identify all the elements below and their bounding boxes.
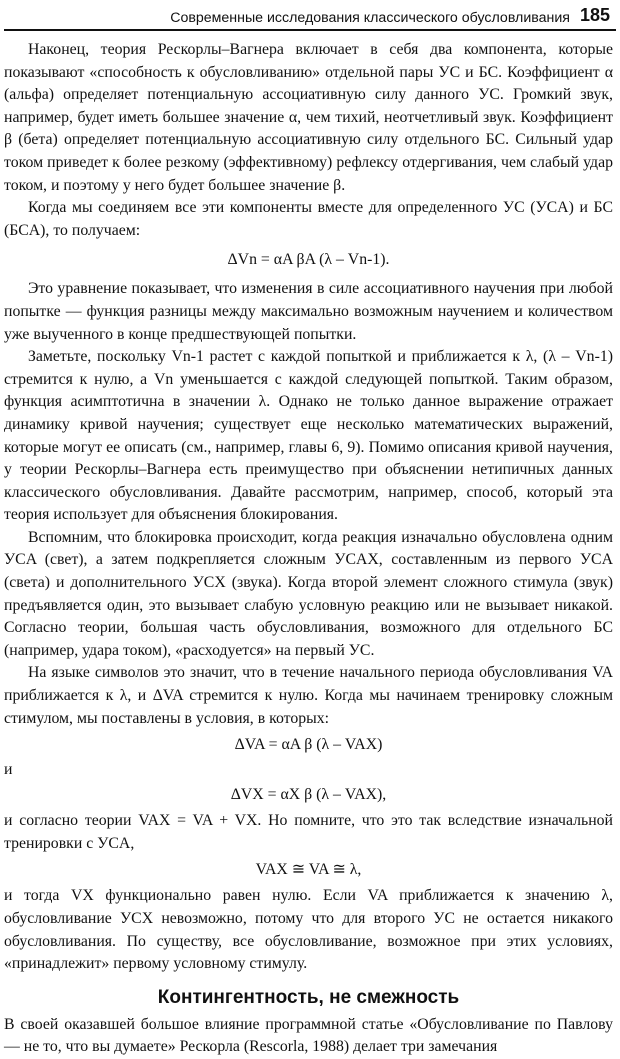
paragraph-1: Наконец, теория Рескорлы–Вагнера включает в себя два компонента, которые показывают «способность к обусловливанию» отдельной пары УС и БС. Коэффициент α (альфа) определяет потенциальную ассоциативную силу данного УС. Громкий звук, например, будет иметь большее значение α, чем тихий, неотчетливый звук. Коэффициент β (бета) определяет потенциальную ассоциативную силу отдельного БС. Сильный удар током приведет к более резкому (эффективному) рефлексу отдергивания, чем слабый удар током, и поэтому у него будет большее значение β. [4, 41, 613, 194]
paragraph-9: В своей оказавшей большое влияние программной статье «Обусловливание по Павлову — не то, что вы думаете» Рескорла (Rescorla, 1988) делает три замечания [4, 1015, 613, 1056]
paragraph-6: На языке символов это значит, что в течение начального периода обусловливания VA приближается к λ, и ΔVA стремится к нулю. Когда мы начинаем тренировку сложным стимулом, мы поставлены в условия, в которых: [4, 664, 613, 727]
paragraph-7: и согласно теории VAX = VA + VX. Но помните, что это так вследствие изначальной тренировки с УСA, [4, 812, 613, 852]
equation-2: ΔVA = αA β (λ – VAX) [234, 736, 383, 754]
page-header [4, 0, 616, 31]
paragraph-2: Когда мы соединяем все эти компоненты вместе для определенного УС (УСA) и БС (БСA), то получаем: [4, 199, 613, 239]
paragraph-3: Это уравнение показывает, что изменения в силе ассоциативного научения при любой попытке — функция разницы между максимально возможным научением и количеством уже выученного в конце предшествующей попытки. [4, 280, 613, 343]
paragraph-5: Вспомним, что блокировка происходит, когда реакция изначально обусловлена одним УСA (свет), а затем подкрепляется сложным УСAX, составленным из первого УСA (света) и дополнительного УСX (звука). Когда второй элемент сложного стимула (звук) предъявляется один, это вызывает слабую условную реакцию или не вызывает никакой. Согласно теории, большая часть обусловливания, возможного для отдельного БС (например, удара током), «расходуется» на первый УС. [4, 528, 613, 659]
section-heading: Контингентность, не смежность [157, 986, 460, 1008]
page-number: 185 [579, 5, 610, 25]
equation-1: ΔVn = αA βA (λ – Vn-1). [227, 251, 390, 269]
equation-3: ΔVX = αX β (λ – VAX), [230, 786, 387, 804]
paragraph-4: Заметьте, поскольку Vn-1 растет с каждой попыткой и приближается к λ, (λ – Vn-1) стремится к нулю, а Vn уменьшается с каждой следующей попыткой. Таким образом, функция асимптотична в значении λ. Однако не только данное выражение отражает динамику кривой научения; существует еще несколько математических выражений, которые могут ее описать (см., например, главы 6, 9). Помимо описания кривой научения, у теории Рескорлы–Вагнера есть преимущество при объяснении нетипичных данных классического обусловливания. Давайте рассмотрим, например, способ, который эта теория использует для объяснения блокирования. [4, 348, 613, 524]
paragraph-8: и тогда VX функционально равен нулю. Если VA приближается к значению λ, обусловливание УСX невозможно, потому что для второго УС не остается никакого обусловливания. По существу, все обусловливание, возможное при этих условиях, «принадлежит» первому условному стимулу. [4, 887, 613, 973]
equation-4: VAX ≅ VA ≅ λ, [255, 861, 362, 879]
running-head: Современные исследования классического обусловливания [170, 10, 570, 26]
conjunction-and: и [4, 761, 13, 779]
page-content [4, 39, 613, 1059]
